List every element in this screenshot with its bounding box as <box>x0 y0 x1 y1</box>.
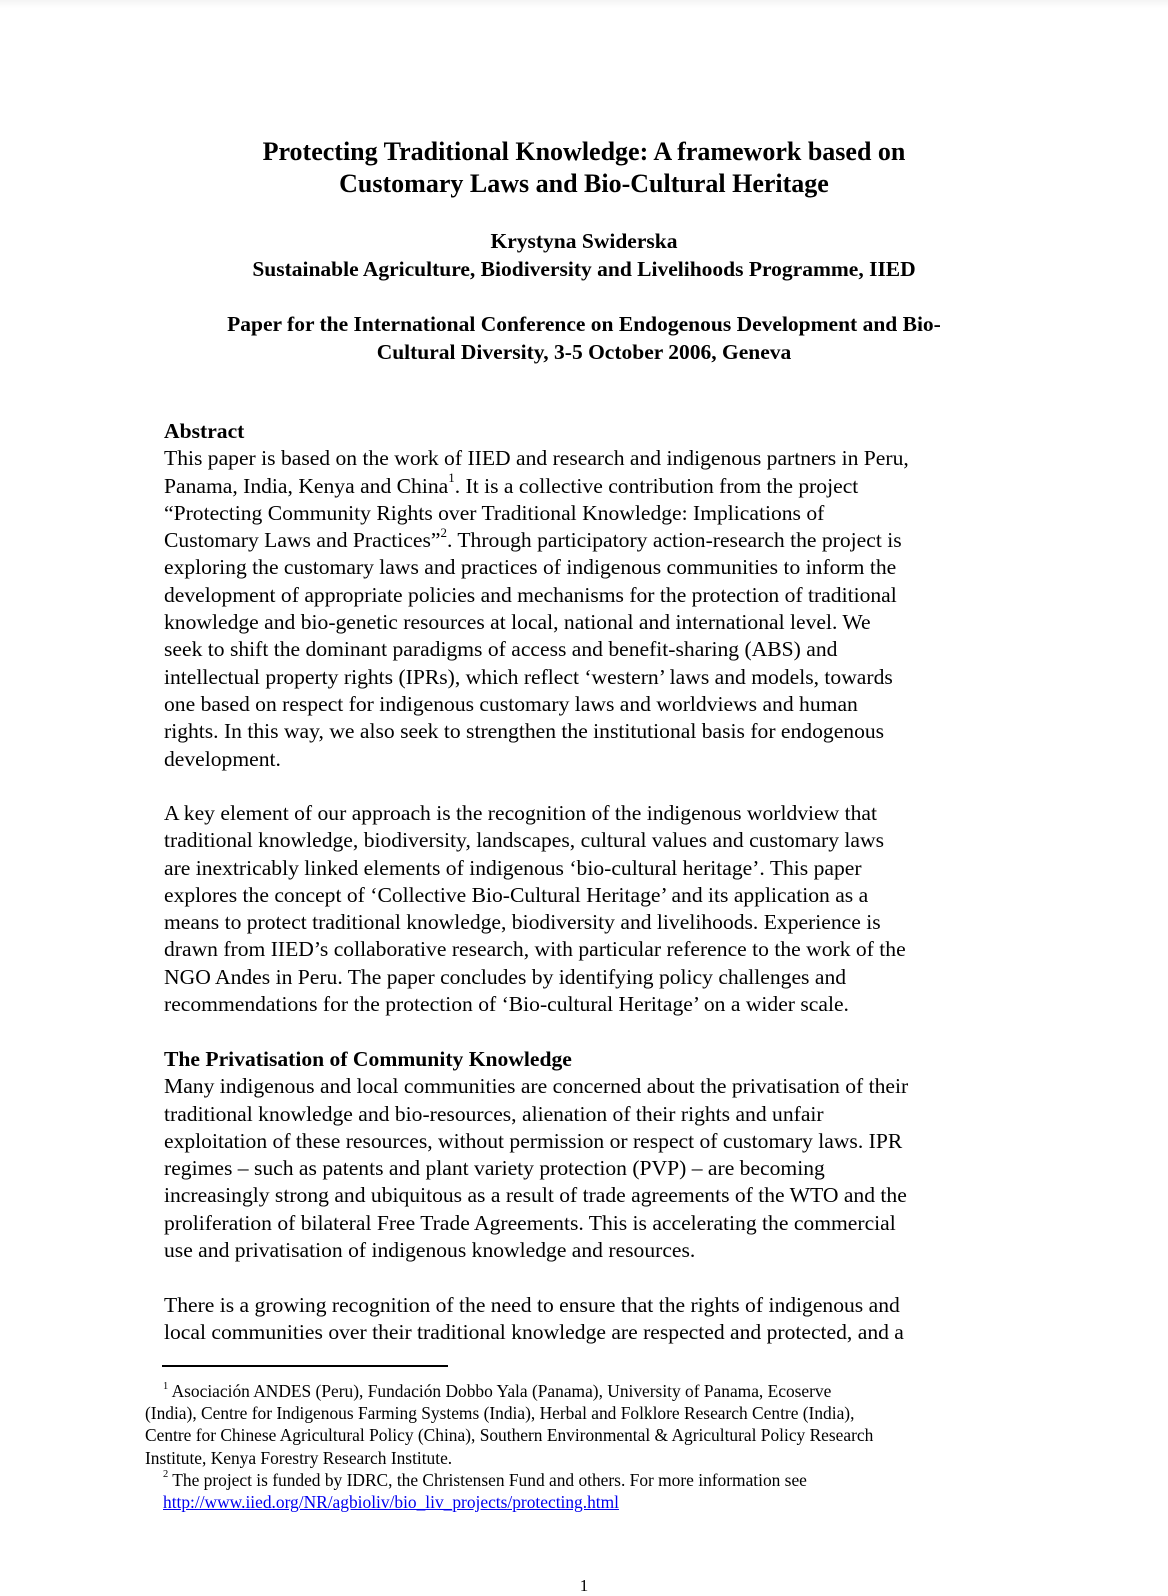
privatisation-heading: The Privatisation of Community Knowledge <box>164 1047 572 1071</box>
footnote-text: The project is funded by IDRC, the Christensen Fund and others. For more information see <box>168 1469 807 1490</box>
paragraph-line: exploitation of these resources, without permission or respect of customary laws. IPR <box>164 1128 903 1153</box>
footnote-line: Institute, Kenya Forestry Research Institute. <box>145 1447 453 1468</box>
paragraph-line: recommendations for the protection of ‘Bio-cultural Heritage’ on a wider scale. <box>164 992 849 1017</box>
abstract-line <box>164 527 994 554</box>
author-affiliation: Sustainable Agriculture, Biodiversity and Livelihoods Programme, IIED <box>252 257 916 281</box>
footnote-line: (India), Centre for Indigenous Farming Systems (India), Herbal and Folklore Research Centre (India), <box>145 1403 855 1424</box>
paragraph-line: Many indigenous and local communities are concerned about the privatisation of their <box>164 1074 909 1099</box>
footnote-separator <box>162 1365 448 1367</box>
paragraph-line: drawn from IIED’s collaborative research, with particular reference to the work of the <box>164 937 906 962</box>
paragraph-line: means to protect traditional knowledge, biodiversity and livelihoods. Experience is <box>164 910 881 935</box>
abstract-text: . It is a collective contribution from the project <box>454 473 859 498</box>
abstract-line: development. <box>164 746 281 771</box>
conference-line-2: Cultural Diversity, 3-5 October 2006, Geneva <box>376 340 792 364</box>
abstract-line: one based on respect for indigenous customary laws and worldviews and human <box>164 691 858 716</box>
paragraph-line: traditional knowledge and bio-resources, alienation of their rights and unfair <box>164 1101 824 1126</box>
title-line-2: Customary Laws and Bio-Cultural Heritage <box>339 169 829 198</box>
abstract-text: . Through participatory action-research the project is <box>446 528 902 553</box>
abstract-line: This paper is based on the work of IIED and research and indigenous partners in Peru, <box>164 446 909 471</box>
footnote-ref-1[interactable]: 1 <box>448 470 455 486</box>
author-block <box>0 227 1168 283</box>
abstract-line <box>164 470 994 500</box>
footnote-2 <box>145 1469 995 1491</box>
paragraph-line: regimes – such as patents and plant variety protection (PVP) – are becoming <box>164 1156 825 1181</box>
project-link[interactable]: http://www.iied.org/NR/agbioliv/bio_liv_projects/protecting.html <box>163 1492 619 1513</box>
footnote-text: Asociación ANDES (Peru), Fundación Dobbo Yala (Panama), University of Panama, Ecoserve <box>168 1381 832 1401</box>
paragraph-line: use and privatisation of indigenous knowledge and resources. <box>164 1238 696 1263</box>
abstract-line: development of appropriate policies and mechanisms for the protection of traditional <box>164 582 897 607</box>
paragraph-line: explores the concept of ‘Collective Bio-Cultural Heritage’ and its application as a <box>164 882 869 907</box>
approach-paragraph <box>164 800 994 1018</box>
paper-title <box>0 136 1168 200</box>
conference-line-1: Paper for the International Conference on Endogenous Development and Bio- <box>227 312 941 336</box>
abstract-line: “Protecting Community Rights over Traditional Knowledge: Implications of <box>164 500 825 525</box>
abstract-line: seek to shift the dominant paradigms of access and benefit-sharing (ABS) and <box>164 637 838 662</box>
footnote-1 <box>145 1380 995 1402</box>
paragraph-line: proliferation of bilateral Free Trade Agreements. This is accelerating the commercial <box>164 1210 896 1235</box>
abstract-section <box>164 418 994 773</box>
footnote-marker-1: 1 <box>163 1380 169 1392</box>
abstract-line: knowledge and bio-genetic resources at local, national and international level. We <box>164 610 871 635</box>
footnotes <box>145 1380 995 1513</box>
page-number: 1 <box>579 1576 589 1595</box>
paragraph-line: There is a growing recognition of the need to ensure that the rights of indigenous and <box>164 1293 900 1317</box>
abstract-heading: Abstract <box>164 419 245 443</box>
abstract-line: intellectual property rights (IPRs), which reflect ‘western’ laws and models, towards <box>164 664 893 689</box>
author-name: Krystyna Swiderska <box>490 229 678 253</box>
title-line-1: Protecting Traditional Knowledge: A framework based on <box>262 137 906 166</box>
footnote-line: Centre for Chinese Agricultural Policy (China), Southern Environmental & Agricultural Policy Research <box>145 1425 874 1446</box>
abstract-line: exploring the customary laws and practices of indigenous communities to inform the <box>164 555 897 580</box>
paragraph-line: A key element of our approach is the recognition of the indigenous worldview that <box>164 801 878 825</box>
paragraph-line: increasingly strong and ubiquitous as a result of trade agreements of the WTO and the <box>164 1183 907 1208</box>
abstract-text: Customary Laws and Practices” <box>164 528 441 553</box>
conference-info <box>0 310 1168 366</box>
paragraph-line: are inextricably linked elements of indigenous ‘bio-cultural heritage’. This paper <box>164 855 862 880</box>
paragraph-line: traditional knowledge, biodiversity, landscapes, cultural values and customary laws <box>164 828 884 853</box>
paragraph-line: local communities over their traditional knowledge are respected and protected, and a <box>164 1320 904 1345</box>
abstract-text: Panama, India, Kenya and China <box>164 473 449 498</box>
footnote-ref-2[interactable]: 2 <box>440 525 447 541</box>
paragraph-line: NGO Andes in Peru. The paper concludes by identifying policy challenges and <box>164 964 847 989</box>
abstract-line: rights. In this way, we also seek to strengthen the institutional basis for endogenous <box>164 719 885 744</box>
recognition-paragraph <box>164 1292 994 1347</box>
footnote-marker-2: 2 <box>163 1469 169 1481</box>
privatisation-section <box>164 1046 994 1264</box>
